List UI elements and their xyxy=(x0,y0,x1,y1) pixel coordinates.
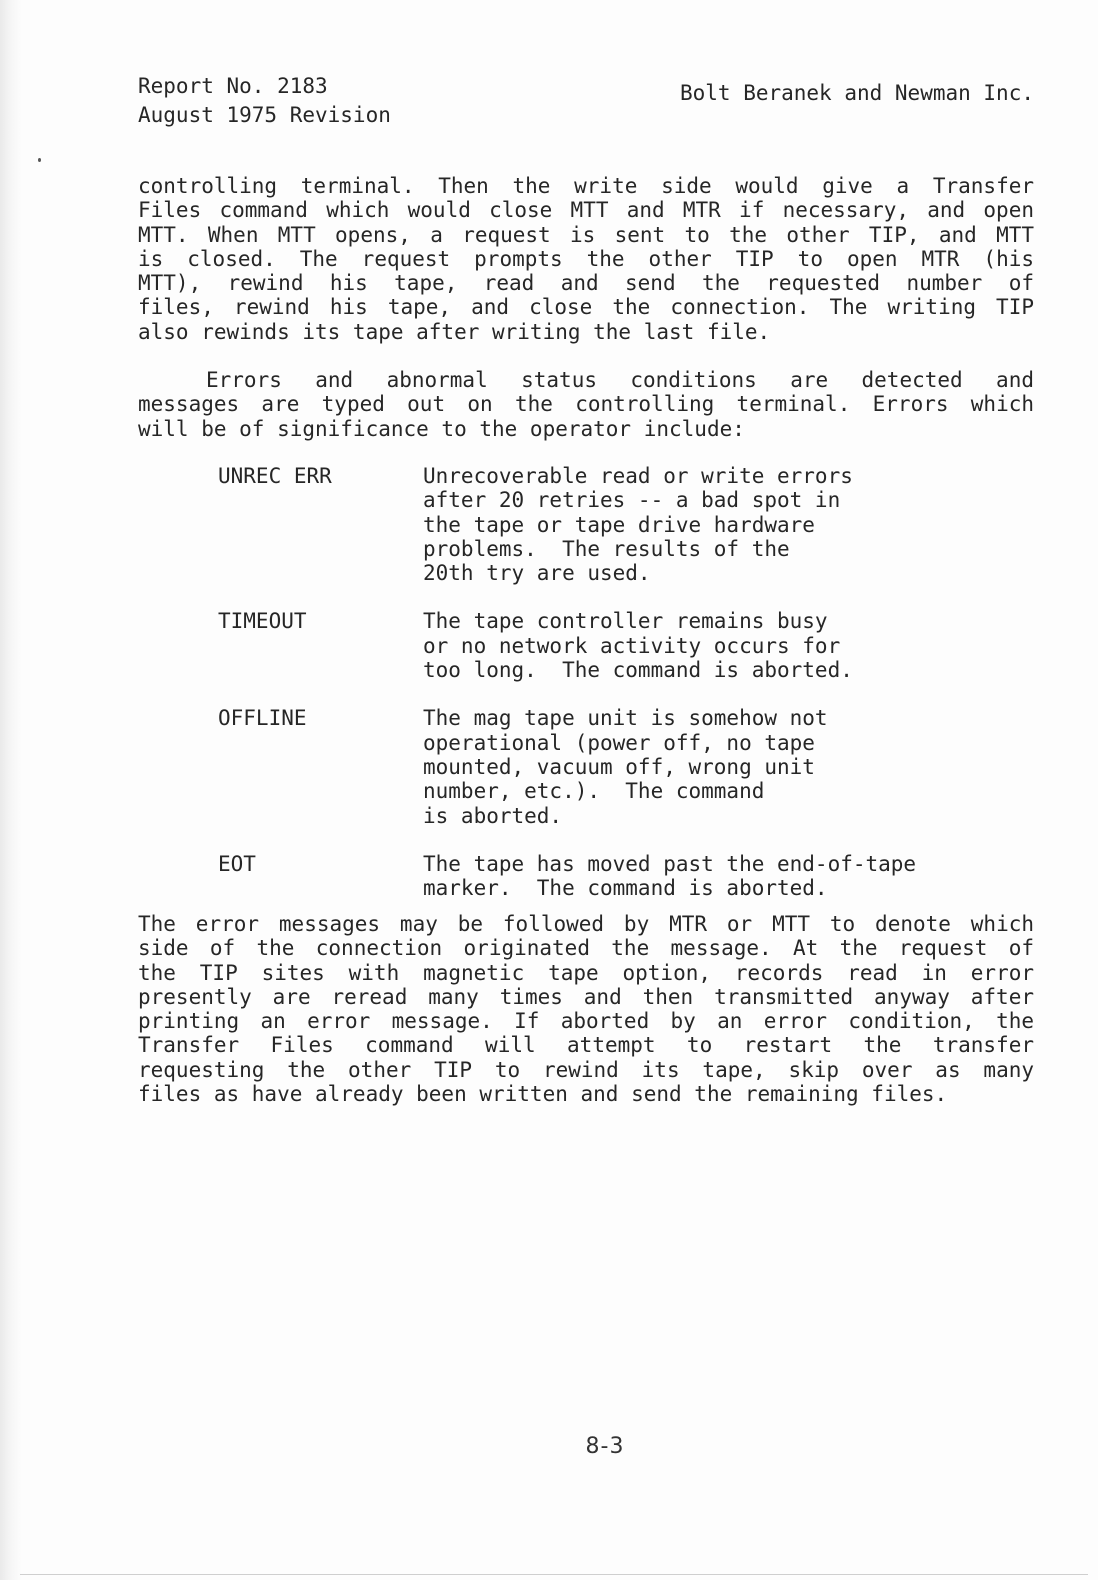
paragraph-transfer-procedure xyxy=(138,174,1034,344)
text-line: the TIP sites with magnetic tape option, records read in error xyxy=(138,960,1034,985)
text-line: 20th try are used. xyxy=(423,561,651,586)
error-code: EOT xyxy=(218,851,256,876)
text-line: controlling terminal. Then the write side would give a Transfer xyxy=(138,174,1034,198)
error-code: UNREC ERR xyxy=(218,464,332,488)
error-description xyxy=(423,852,998,901)
text-line: The mag tape unit is somehow not xyxy=(423,706,828,731)
text-line: Unrecoverable read or write errors xyxy=(423,464,853,488)
text-line: printing an error message. If aborted by an error condition, the xyxy=(138,1009,1034,1034)
error-definition-list xyxy=(218,464,998,900)
error-item-unrec-err xyxy=(218,464,998,585)
text-line: MTT. When MTT opens, a request is sent to the other TIP, and MTT xyxy=(138,222,1034,247)
error-code: TIMEOUT xyxy=(218,609,307,634)
error-item-timeout xyxy=(218,609,998,682)
scan-speck xyxy=(38,158,41,162)
paragraph-errors-intro xyxy=(138,368,1034,441)
text-line: files, rewind his tape, and close the connection. The writing TIP xyxy=(138,295,1034,320)
error-description xyxy=(423,464,998,585)
error-item-eot xyxy=(218,852,998,901)
text-line: messages are typed out on the controlling terminal. Errors which xyxy=(138,392,1034,417)
error-item-offline xyxy=(218,706,998,827)
text-line: mounted, vacuum off, wrong unit xyxy=(423,754,815,779)
text-line: problems. The results of the xyxy=(423,536,790,561)
text-line: operational (power off, no tape xyxy=(423,730,815,755)
error-description xyxy=(423,609,998,682)
text-line: The tape controller remains busy xyxy=(423,609,828,634)
text-line: number, etc.). The command xyxy=(423,779,765,804)
report-header-left xyxy=(138,72,391,130)
text-line: too long. The command is aborted. xyxy=(423,658,853,683)
text-line: marker. The command is aborted. xyxy=(423,876,828,901)
scan-edge-shadow xyxy=(0,0,22,1580)
text-line: requesting the other TIP to rewind its tape, skip over as many xyxy=(138,1057,1034,1082)
error-code: OFFLINE xyxy=(218,706,307,731)
text-line: the tape or tape drive hardware xyxy=(423,512,815,537)
text-line: The tape has moved past the end-of-tape xyxy=(423,851,917,876)
paragraph-error-handling xyxy=(138,912,1034,1106)
error-description xyxy=(423,706,998,827)
text-line: presently are reread many times and then transmitted anyway after xyxy=(138,984,1034,1009)
report-revision: August 1975 Revision xyxy=(138,103,391,127)
text-line: files as have already been written and send the remaining files. xyxy=(138,1082,948,1107)
report-number: Report No. 2183 xyxy=(138,74,328,98)
text-line: Transfer Files command will attempt to restart the transfer xyxy=(138,1033,1034,1058)
page-number: 8-3 xyxy=(585,1434,625,1459)
text-line: is closed. The request prompts the other TIP to open MTR (his xyxy=(138,246,1034,271)
text-line: after 20 retries -- a bad spot in xyxy=(423,488,841,513)
text-line: is aborted. xyxy=(423,803,563,828)
text-line: also rewinds its tape after writing the last file. xyxy=(138,319,771,344)
text-line: will be of significance to the operator include: xyxy=(138,416,745,441)
text-line: Files command which would close MTT and MTR if necessary, and open xyxy=(138,198,1034,223)
text-line: The error messages may be followed by MTR or MTT to denote which xyxy=(138,912,1034,936)
page-bottom-rule xyxy=(20,1574,1088,1575)
company-name: Bolt Beranek and Newman Inc. xyxy=(679,81,1034,105)
text-line: MTT), rewind his tape, read and send the requested number of xyxy=(138,271,1034,296)
text-line: or no network activity occurs for xyxy=(423,633,841,658)
text-line: side of the connection originated the message. At the request of xyxy=(138,936,1034,961)
text-line: Errors and abnormal status conditions are detected and xyxy=(206,368,1034,392)
